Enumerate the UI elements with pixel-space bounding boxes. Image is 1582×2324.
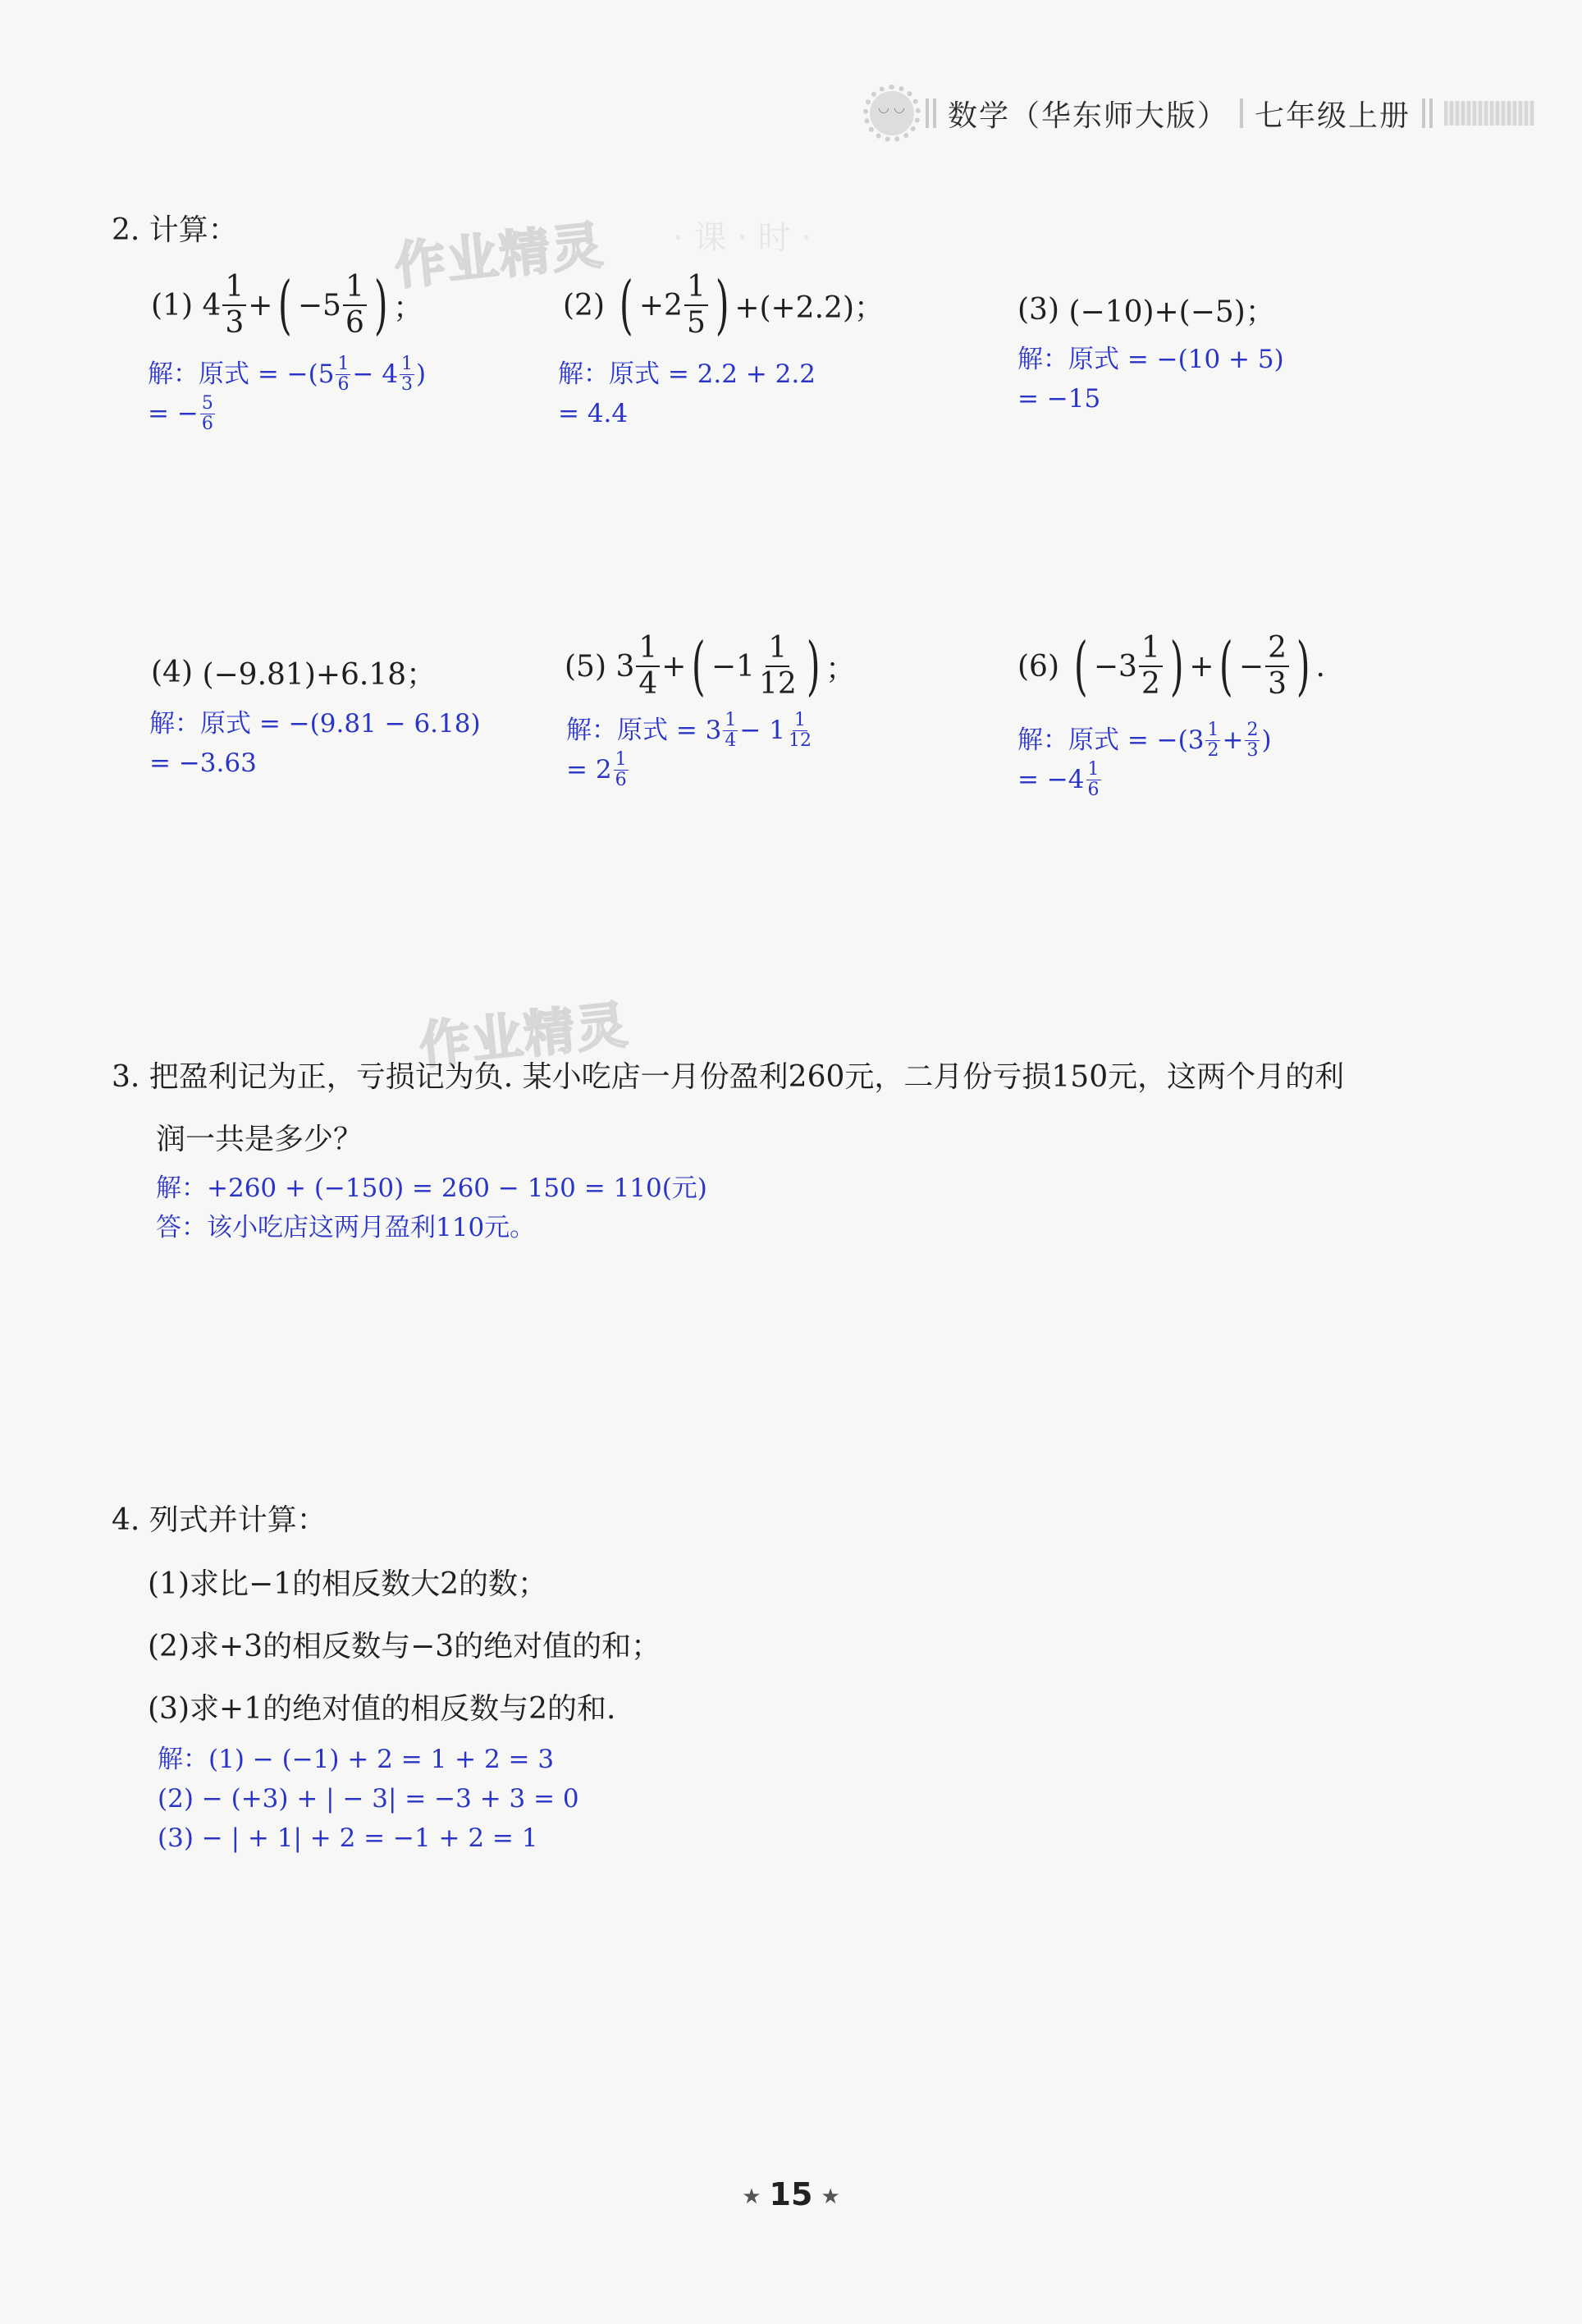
page-number: ★ 15 ★ <box>742 2176 840 2212</box>
book-grade: 七年级上册 <box>1255 98 1411 133</box>
q2-item5-expr: (5) 3 $\frac{1}{4}$ + ( −1 $\frac{1}{12}$ ) ； <box>565 629 856 703</box>
q3-answer: 解：+260 + (−150) = 260 − 150 = 110(元) 答：该小吃店这两月盈利110元。 <box>156 1173 707 1242</box>
header-stripe <box>1444 101 1534 126</box>
q2-item4-answer: 解：原式 = −(9.81 − 6.18) = −3.63 <box>149 709 481 778</box>
q4-sub1: (1)求比−1的相反数大2的数； <box>148 1567 547 1601</box>
q4-sub3: (3)求+1的绝对值的相反数与2的和. <box>148 1692 616 1726</box>
q2-item6-answer: 解：原式 = −(3 $\frac{1}{2}$ + $\frac{2}{3}$ ) = −4 $\frac{1}{6}$ <box>1017 719 1272 800</box>
q2-item3-expr: (3) (−10)+(−5)； <box>1017 293 1275 329</box>
q3-text-line2: 润一共是多少？ <box>156 1123 363 1156</box>
sun-logo-icon <box>870 91 914 135</box>
divider-bar <box>1240 98 1243 128</box>
q2-item2-expr: (2) ( +2 $\frac{1}{5}$ ) +(+2.2)； <box>563 268 884 342</box>
q4-sub2: (2)求+3的相反数与−3的绝对值的和； <box>148 1630 661 1663</box>
q2-item1-expr: (1) 4 $\frac{1}{3}$ + ( −5 $\frac{1}{6}$ ) ； <box>151 268 423 342</box>
q4-answer: 解：(1) − (−1) + 2 = 1 + 2 = 3 (2) − (+3) + | − 3| = −3 + 3 = 0 (3) − | + 1| + 2 = −1 + 2 = 1 <box>158 1745 579 1853</box>
page-header <box>870 89 1534 138</box>
q2-item6-expr: (6) ( −3 $\frac{1}{2}$ ) + ( − $\frac{2}{3}$ ) . <box>1017 629 1325 703</box>
q2-title: 2. 计算： <box>112 213 238 247</box>
q2-item5-answer: 解：原式 = 3 $\frac{1}{4}$ − 1 $\frac{1}{12}$ = 2 $\frac{1}{6}$ <box>566 709 812 790</box>
faint-bleed: · 课 · 时 · <box>673 219 812 257</box>
q2-item2-answer: 解：原式 = 2.2 + 2.2 = 4.4 <box>558 359 816 428</box>
divider-bars <box>926 98 936 128</box>
q2-item3-answer: 解：原式 = −(10 + 5) = −15 <box>1017 345 1284 414</box>
star-icon-2: ★ <box>821 2184 840 2209</box>
q2-item4-expr: (4) (−9.81)+6.18； <box>151 656 437 692</box>
watermark-2: 作业精灵 <box>416 994 632 1077</box>
divider-bars-2 <box>1422 98 1433 128</box>
book-subject: 数学（华东师大版） <box>948 98 1229 133</box>
watermark: 作业精灵 <box>391 214 607 297</box>
q3-text-line1: 3. 把盈利记为正，亏损记为负. 某小吃店一月份盈利260元，二月份亏损150元，这两个月的利 <box>112 1060 1345 1094</box>
q2-item1-answer: 解：原式 = −(5 $\frac{1}{6}$ − 4 $\frac{1}{3}$ ) = − $\frac{5}{6}$ <box>148 353 427 434</box>
q4-title: 4. 列式并计算： <box>112 1503 327 1537</box>
star-icon: ★ <box>742 2184 761 2209</box>
